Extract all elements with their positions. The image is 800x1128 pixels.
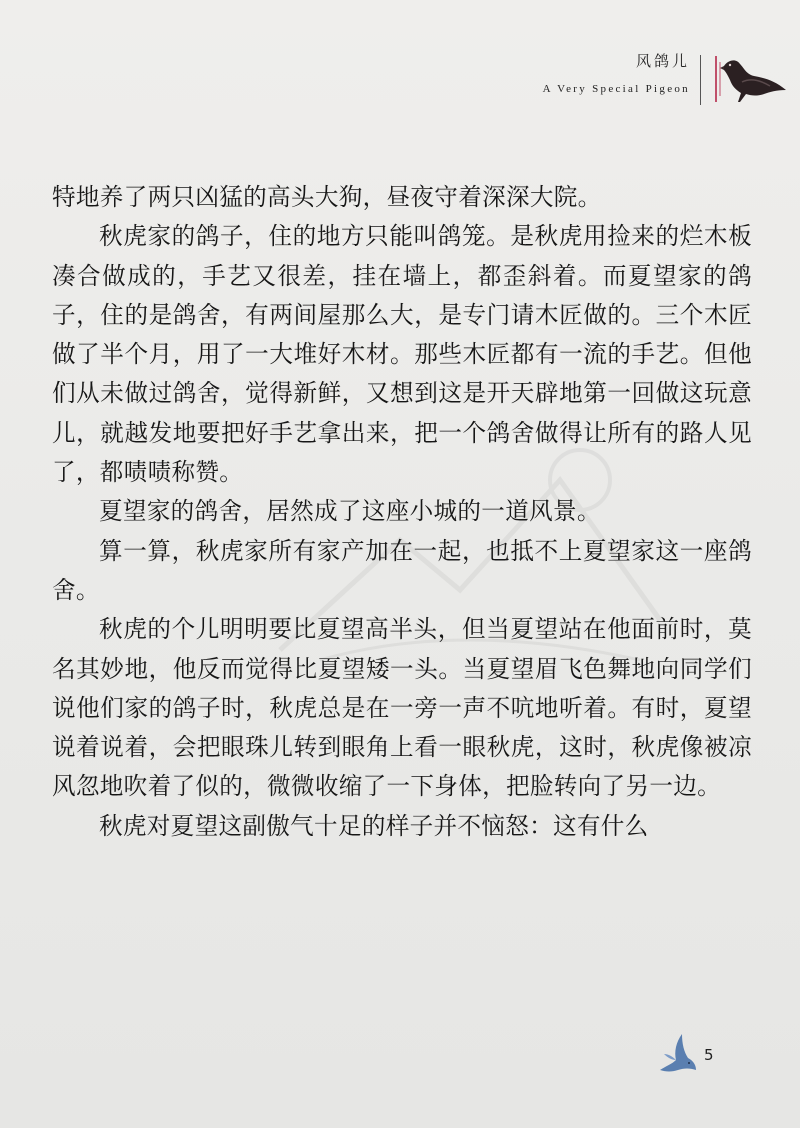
- paragraph: 夏望家的鸽舍，居然成了这座小城的一道风景。: [99, 497, 601, 526]
- header-divider: [700, 55, 701, 105]
- paragraph: 秋虎对夏望这副傲气十足的样子并不恼怒：这有什么: [99, 811, 649, 840]
- paragraph: 算一算，秋虎家所有家产加在一起，也抵不上夏望家这一座鸽舍。: [52, 536, 752, 604]
- page-body: [52, 178, 752, 846]
- pigeon-icon: [714, 52, 788, 108]
- paragraph: 特地养了两只凶猛的高头大狗，昼夜守着深深大院。: [52, 183, 602, 211]
- flying-bird-icon: [656, 1030, 698, 1076]
- page-number: 5: [704, 1046, 714, 1064]
- book-title: 风鸽儿: [635, 52, 690, 70]
- book-subtitle: A Very Special Pigeon: [542, 83, 690, 95]
- running-header: [543, 50, 690, 96]
- paragraph: 秋虎的个儿明明要比夏望高半头，但当夏望站在他面前时，莫名其妙地，他反而觉得比夏望矮一头。当夏望眉飞色舞地向同学们说他们家的鸽子时，秋虎总是在一旁一声不吭地听着。有时，夏望说着说着，会把眼珠儿转到眼角上看一眼秋虎，这时，秋虎像被凉风忽地吹着了似的，微微收缩了一下身体，把脸转向了另一边。: [52, 615, 752, 801]
- paragraph: 秋虎家的鸽子，住的地方只能叫鸽笼。是秋虎用捡来的烂木板凑合做成的，手艺又很差，挂在墙上，都歪斜着。而夏望家的鸽子，住的是鸽舍，有两间屋那么大，是专门请木匠做的。三个木匠做了半个月，用了一大堆好木材。那些木匠都有一流的手艺。但他们从未做过鸽舍，觉得新鲜，又想到这是开天辟地第一回做这玩意儿，就越发地要把好手艺拿出来，把一个鸽舍做得让所有的路人见了，都啧啧称赞。: [52, 222, 752, 487]
